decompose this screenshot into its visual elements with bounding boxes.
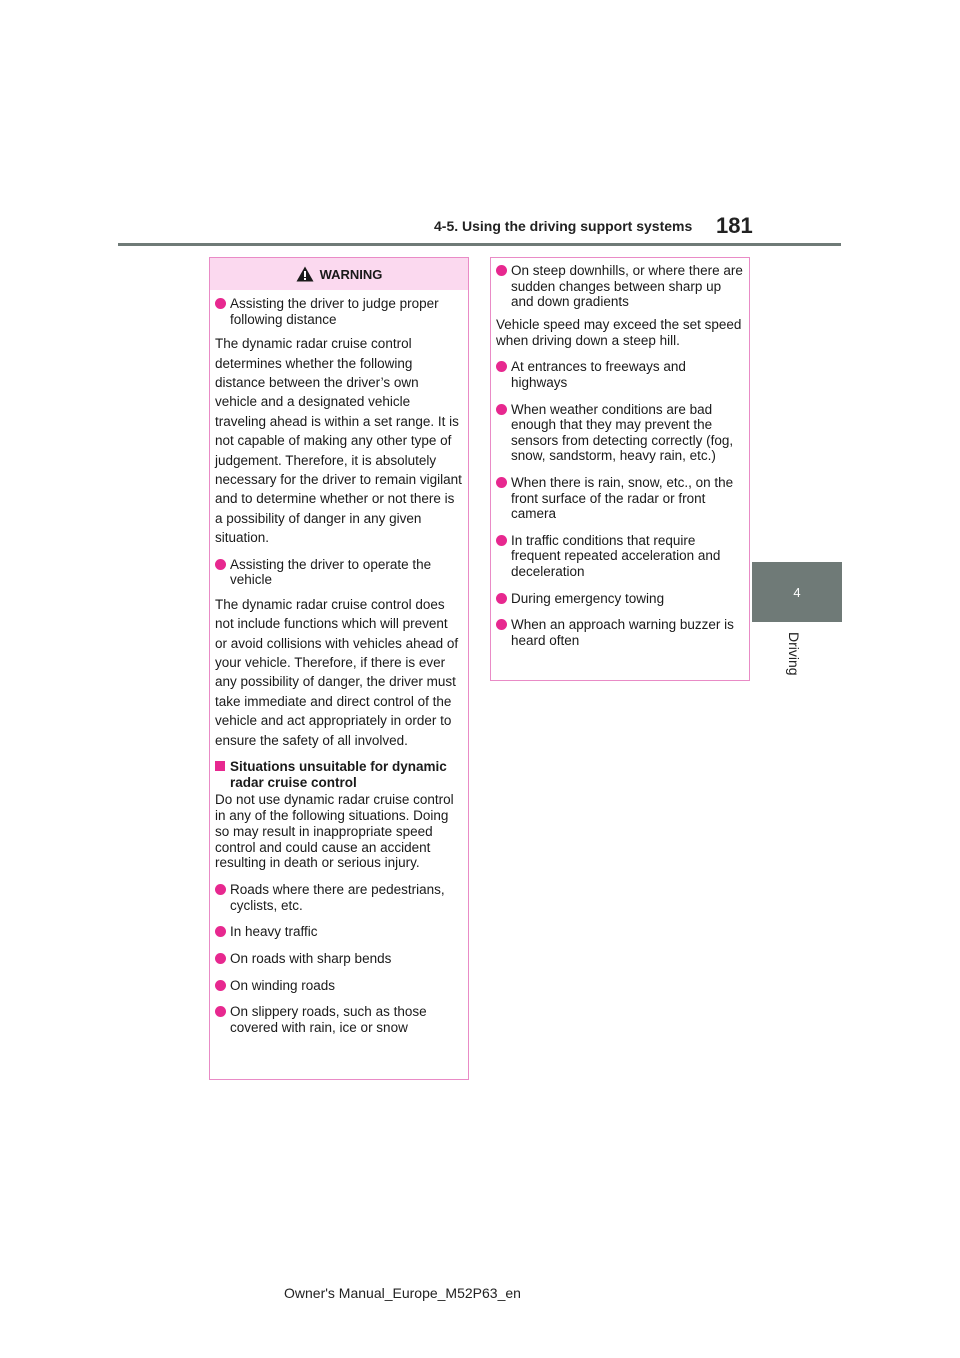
list-item (496, 263, 744, 310)
bullet-icon (215, 926, 226, 937)
square-bullet-icon (215, 761, 225, 771)
heading-text: Situations unsuitable for dynamic radar cruise control (230, 759, 447, 790)
list-item (215, 882, 463, 913)
bullet-icon (215, 559, 226, 570)
paragraph: Vehicle speed may exceed the set speed when driving down a steep hill. (496, 316, 742, 348)
list-item-text: On slippery roads, such as those covered with rain, ice or snow (230, 1004, 427, 1035)
list-item-text: Assisting the driver to judge proper following distance (230, 296, 439, 327)
chapter-label: Driving (786, 632, 802, 676)
warning-body (210, 290, 468, 1050)
list-item (215, 951, 463, 967)
section-title: 4-5. Using the driving support systems (434, 218, 693, 234)
list-item (215, 1004, 463, 1035)
bullet-icon (496, 535, 507, 546)
list-item (496, 591, 744, 607)
list-item-text: On roads with sharp bends (230, 951, 392, 967)
chapter-number: 4 (793, 584, 801, 600)
bullet-icon (215, 298, 226, 309)
bullet-icon (215, 1006, 226, 1017)
bullet-icon (496, 619, 507, 630)
list-item-text: At entrances to freeways and highways (511, 359, 686, 390)
list-item-text: When there is rain, snow, etc., on the front surface of the radar or front camera (511, 474, 734, 522)
warning-continued-body (491, 258, 749, 654)
paragraph: The dynamic radar cruise control determines whether the following distance between the driver’s own vehicle and a designated vehicle traveling ahead is within a set range. It is not capable of making any other type of judgement. Therefore, it is absolutely necessary for the driver to remain vigilant and to determine whether or not there is a possibility of danger in any given situation. (215, 336, 462, 546)
list-item (496, 359, 744, 390)
list-item (496, 533, 744, 580)
list-item (215, 296, 463, 327)
list-item-text: In traffic conditions that require frequent repeated acceleration and deceleration (511, 532, 721, 579)
list-item (215, 978, 463, 994)
list-item-text: Roads where there are pedestrians, cyclists, etc. (230, 882, 445, 913)
list-item-text: In heavy traffic (230, 924, 318, 940)
subsection-heading (215, 759, 463, 790)
list-item-text: Assisting the driver to operate the vehicle (230, 556, 432, 588)
warning-continued-box (490, 257, 750, 681)
bullet-icon (496, 404, 507, 415)
list-item (496, 475, 744, 522)
bullet-icon (496, 265, 507, 276)
warning-title: WARNING (319, 266, 383, 282)
chapter-tab[interactable] (752, 562, 842, 622)
bullet-icon (215, 953, 226, 964)
list-item (215, 557, 463, 588)
list-item-text: When weather conditions are bad enough that they may prevent the sensors from detecting correctly (fog, snow, sandstorm, heavy rain, etc.) (511, 401, 734, 464)
list-item-text: During emergency towing (511, 590, 665, 606)
list-item-text: On steep downhills, or where there are sudden changes between sharp up and down gradients (511, 263, 743, 310)
list-item (496, 402, 744, 464)
header-rule (118, 243, 841, 246)
list-item-text: On winding roads (230, 977, 336, 993)
page-number: 181 (716, 213, 753, 238)
bullet-icon (215, 980, 226, 991)
bullet-icon (215, 884, 226, 895)
footer-text: Owner's Manual_Europe_M52P63_en (284, 1285, 521, 1301)
warning-triangle-icon (296, 266, 314, 282)
bullet-icon (496, 477, 507, 488)
bullet-icon (496, 593, 507, 604)
paragraph: The dynamic radar cruise control does not include functions which will prevent or avoid collisions with vehicles ahead of your vehicle. Therefore, if there is ever any possibility of danger, the driver must take immediate and direct control of the vehicle and act appropriately in order to ensure the safety of all involved. (215, 596, 459, 748)
warning-header (210, 258, 468, 290)
list-item (215, 924, 463, 940)
list-item-text: When an approach warning buzzer is heard often (511, 617, 734, 648)
paragraph: Do not use dynamic radar cruise control in any of the following situations. Doing so may result in inappropriate speed control and could cause an accident resulting in death or serious injury. (215, 792, 454, 871)
bullet-icon (496, 361, 507, 372)
warning-box (209, 257, 469, 1080)
list-item (496, 617, 744, 648)
